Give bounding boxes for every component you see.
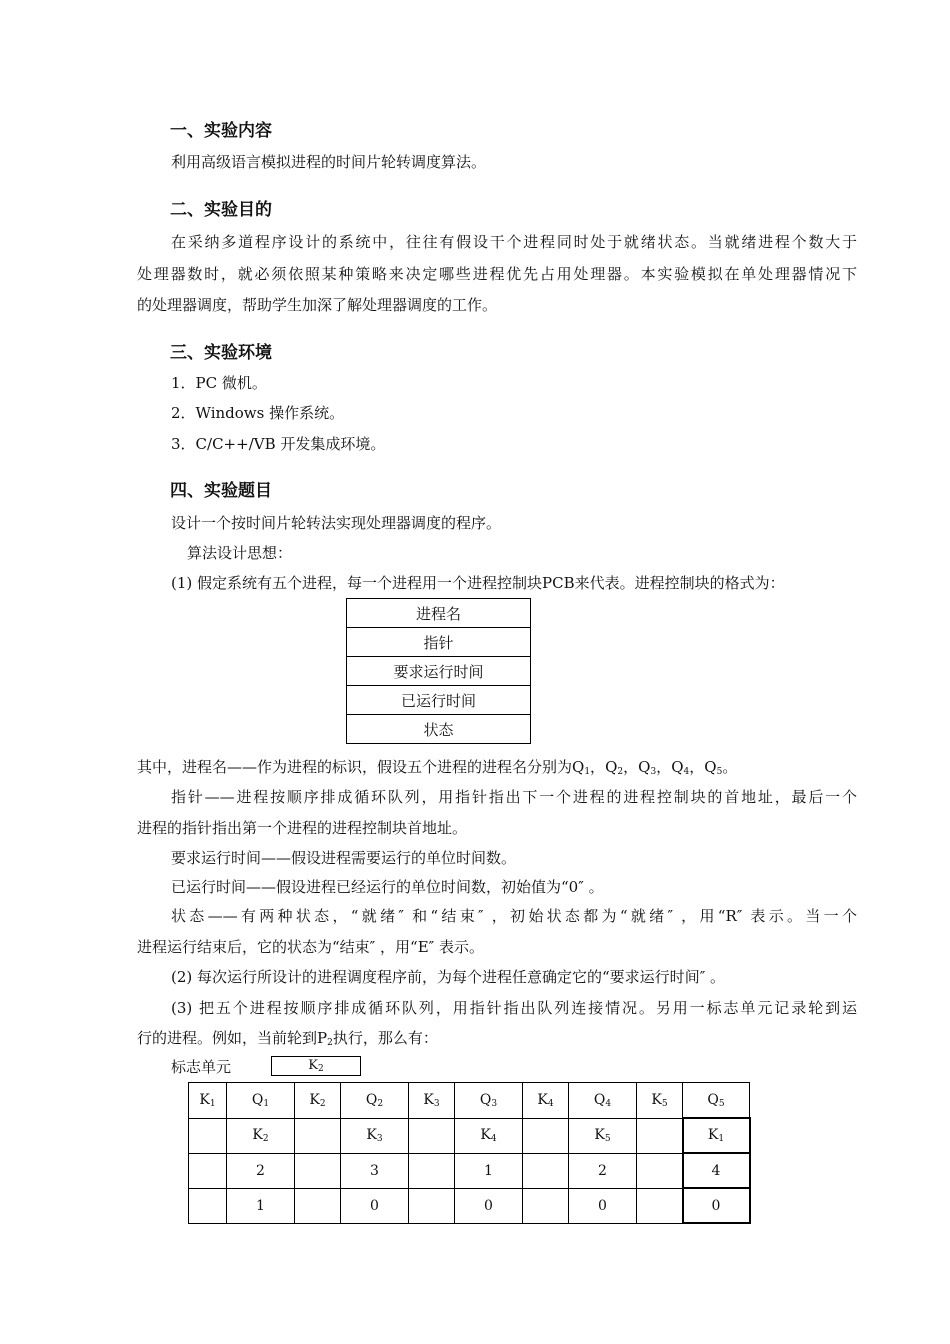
section-body-1: 利用高级语言模拟进程的时间片轮转调度算法。 [171, 153, 487, 171]
cell-k1: $K_1$ [189, 1083, 227, 1119]
flag-unit-box: $K_2$ [271, 1056, 361, 1076]
table-row [189, 1118, 750, 1153]
cell-q2: $Q_2$ [341, 1083, 409, 1119]
cell-ptr-1: $K_2$ [227, 1118, 295, 1153]
cell-q3: $Q_3$ [455, 1083, 523, 1119]
section-body-2-line3: 的处理器调度，帮助学生加深了解处理器调度的工作。 [137, 296, 498, 314]
cell-ptr-3: $K_4$ [455, 1118, 523, 1153]
cell-q1: $Q_1$ [227, 1083, 295, 1119]
pcb-field-state: 状态 [347, 715, 531, 744]
cell-ran-3: 0 [455, 1188, 523, 1223]
cell-ptr-5: $K_1$ [683, 1118, 750, 1153]
table-row [189, 1083, 750, 1119]
desc-elapsed-time: 已运行时间——假设进程已经运行的单位时间数，初始值为“0″ 。 [171, 878, 604, 896]
step-3-line1: (3) 把五个进程按顺序排成循环队列，用指针指出队列连接情况。另用一标志单元记录轮到运 [171, 999, 857, 1017]
cell-run-2: 3 [341, 1153, 409, 1188]
cell-ptr-4: $K_5$ [569, 1118, 637, 1153]
step-3-line2: 行的进程。例如，当前轮到$P_2$执行，那么有： [137, 1029, 438, 1048]
section-body-4: 设计一个按时间片轮转法实现处理器调度的程序。 [171, 514, 502, 532]
cell-ran-1: 1 [227, 1188, 295, 1223]
pcb-field-name: 进程名 [347, 599, 531, 628]
cell-ptr-2: $K_3$ [341, 1118, 409, 1153]
step-2: (2) 每次运行所设计的进程调度程序前，为每个进程任意确定它的“要求运行时间″ 。 [171, 968, 726, 986]
cell-run-3: 1 [455, 1153, 523, 1188]
cell-q5: $Q_5$ [683, 1083, 750, 1119]
desc-pointer-line2: 进程的指针指出第一个进程的进程控制块首地址。 [137, 819, 468, 837]
pcb-field-elapsed-time: 已运行时间 [347, 686, 531, 715]
cell-run-5: 4 [683, 1153, 750, 1188]
table-row [189, 1188, 750, 1223]
desc-state-line2: 进程运行结束后，它的状态为“结束″ ，用“E″ 表示。 [137, 938, 485, 956]
section-title-1: 一、实验内容 [170, 121, 272, 141]
env-item-1: 1．PC 微机。 [171, 374, 267, 392]
section-title-2: 二、实验目的 [170, 200, 272, 220]
cell-k3: $K_3$ [409, 1083, 455, 1119]
pcb-field-pointer: 指针 [347, 628, 531, 657]
section-body-2-line1: 在采纳多道程序设计的系统中，往往有假设干个进程同时处于就绪状态。当就绪进程个数大于 [171, 233, 857, 251]
pcb-field-required-time: 要求运行时间 [347, 657, 531, 686]
cell-ran-5: 0 [683, 1188, 750, 1223]
section-title-4: 四、实验题目 [170, 481, 272, 501]
table-row [189, 1153, 750, 1188]
env-item-3: 3．C/C++/VB 开发集成环境。 [171, 435, 386, 453]
cell-run-4: 2 [569, 1153, 637, 1188]
section-title-3: 三、实验环境 [170, 343, 272, 363]
desc-required-time: 要求运行时间——假设进程需要运行的单位时间数。 [171, 849, 517, 867]
algorithm-idea: 算法设计思想： [187, 544, 293, 562]
step-1: (1) 假定系统有五个进程，每一个进程用一个进程控制块PCB来代表。进程控制块的格式为： [171, 574, 785, 592]
cell-k2: $K_2$ [295, 1083, 341, 1119]
cell-k4: $K_4$ [523, 1083, 569, 1119]
desc-process-name: 其中，进程名——作为进程的标识，假设五个进程的进程名分别为$Q_1$，$Q_2$，$Q_3$，$Q_4$，$Q_5$。 [137, 758, 738, 777]
cell-k5: $K_5$ [637, 1083, 683, 1119]
cell-q4: $Q_4$ [569, 1083, 637, 1119]
cell-run-1: 2 [227, 1153, 295, 1188]
flag-unit-label: 标志单元 [171, 1058, 232, 1076]
desc-pointer-line1: 指针——进程按顺序排成循环队列，用指针指出下一个进程的进程控制块的首地址，最后一个 [171, 788, 857, 806]
desc-state-line1: 状态——有两种状态，“就绪″ 和“结束″ ，初始状态都为“就绪″ ，用“R″ 表示。当一个 [171, 907, 857, 925]
cell-ran-2: 0 [341, 1188, 409, 1223]
pcb-format-table [346, 598, 531, 744]
section-body-2-line2: 处理器数时，就必须依照某种策略来决定哪些进程优先占用处理器。本实验模拟在单处理器情况下 [137, 265, 857, 283]
env-item-2: 2．Windows 操作系统。 [171, 404, 345, 422]
cell-ran-4: 0 [569, 1188, 637, 1223]
circular-queue-table [188, 1082, 751, 1224]
